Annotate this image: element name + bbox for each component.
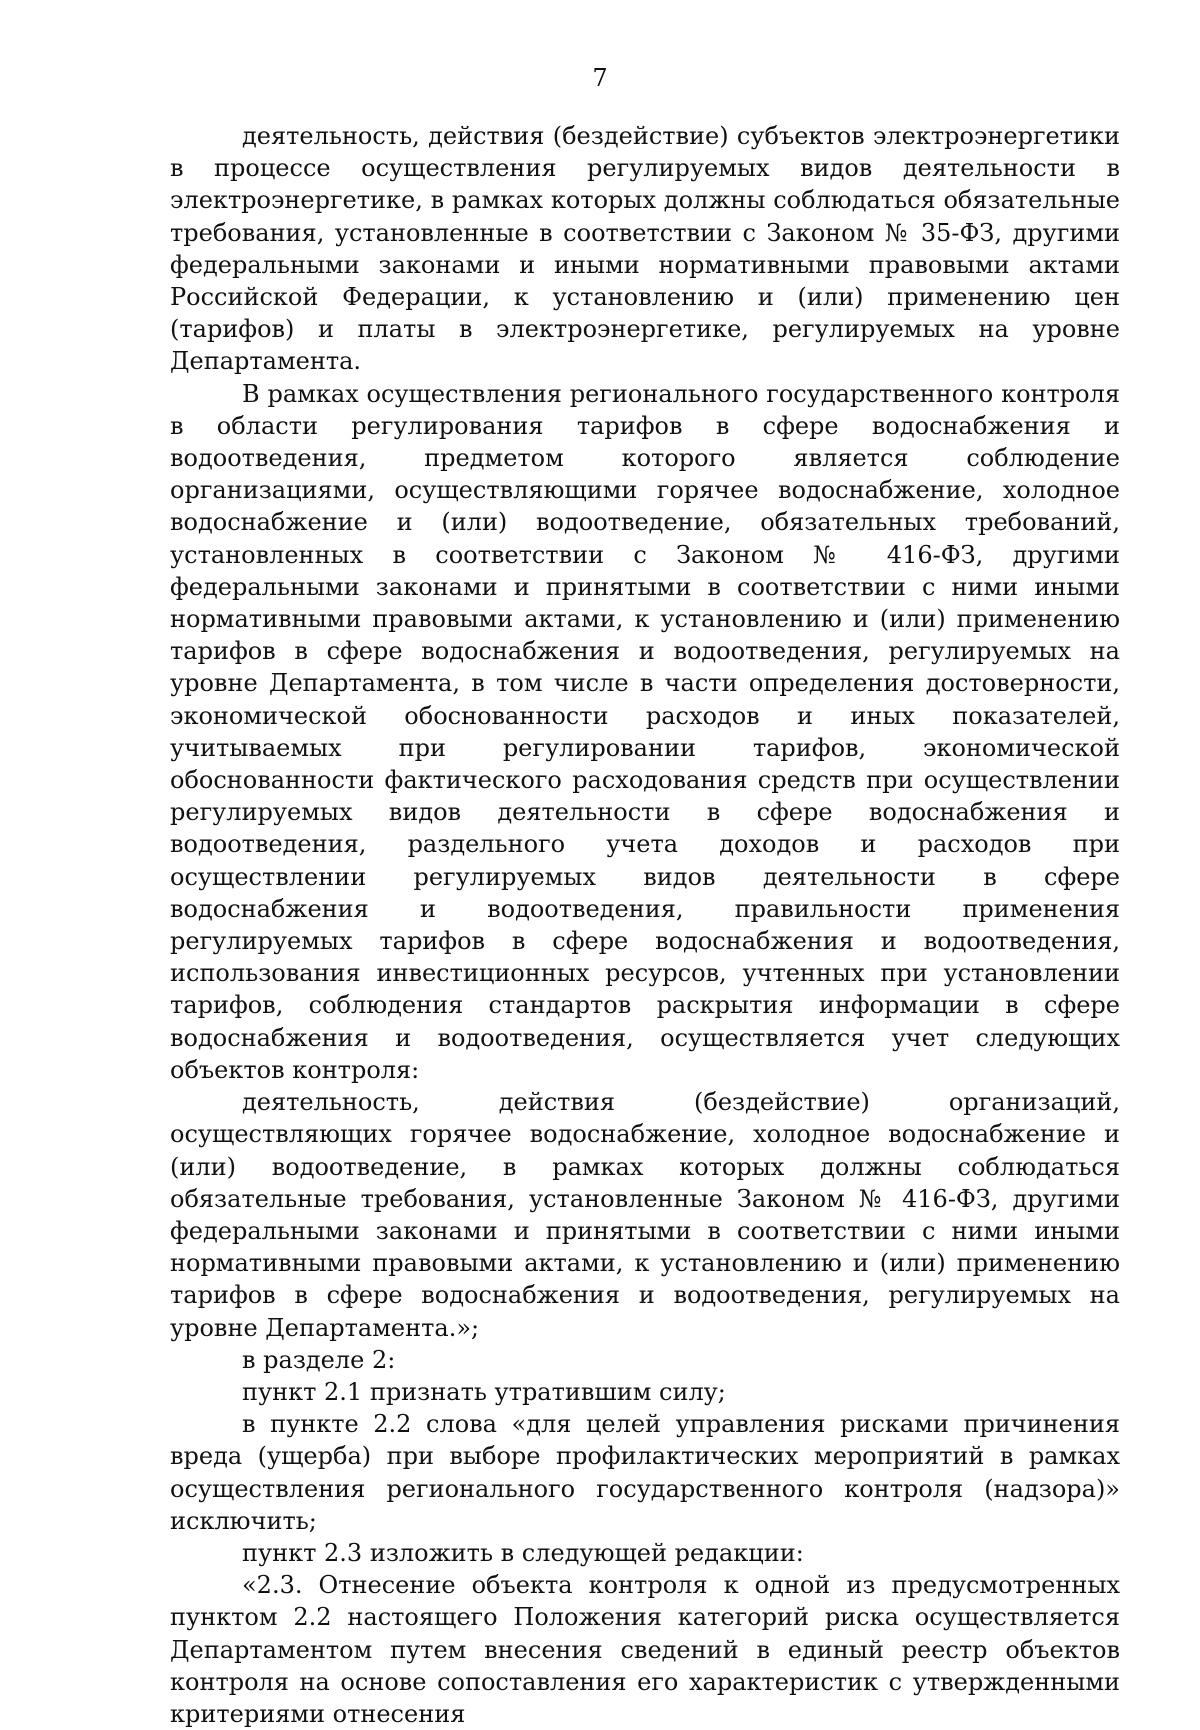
paragraph-item-2-2: в пункте 2.2 слова «для целей управления рисками причинения вреда (ущерба) при выборе профилактических мероприятий в рамках осуществления регионального государственного контроля (надзора)» исключить; bbox=[170, 1410, 1120, 1535]
paragraph-item-2-3-text: «2.3. Отнесение объекта контроля к одной из предусмотренных пунктом 2.2 настоящего Положения категорий риска осуществляется Департаментом путем внесения сведений в единый реестр объектов контроля на основе сопоставления его характеристик с утвержденными критериями отнесения bbox=[170, 1571, 1120, 1728]
document-body bbox=[170, 120, 1120, 1730]
paragraph-section-2: в разделе 2: bbox=[242, 1345, 396, 1374]
paragraph-item-2-3-intro: пункт 2.3 изложить в следующей редакции: bbox=[242, 1538, 804, 1567]
paragraph-water-objects: деятельность, действия (бездействие) организаций, осуществляющих горячее водоснабжение, холодное водоснабжение и (или) водоотведение, в рамках которых должны соблюдаться обязательные требования, установленные Законом № 416-ФЗ, другими федеральными законами и принятыми в соответствии с ними иными нормативными правовыми актами, к установлению и (или) применению тарифов в сфере водоснабжения и водоотведения, регулируемых на уровне Департамента.»; bbox=[170, 1088, 1120, 1342]
page-number: 7 bbox=[592, 64, 608, 92]
paragraph-water-control: В рамках осуществления регионального государственного контроля в области регулирования тарифов в сфере водоснабжения и водоотведения, предметом которого является соблюдение организациями, осуществляющими горячее водоснабжение, холодное водоснабжение и (или) водоотведение, обязательных требований, установленных в соответствии с Законом № 416-ФЗ, другими федеральными законами и принятыми в соответствии с ними иными нормативными правовыми актами, к установлению и (или) применению тарифов в сфере водоснабжения и водоотведения, регулируемых на уровне Департамента, в том числе в части определения достоверности, экономической обоснованности расходов и иных показателей, учитываемых при регулировании тарифов, экономической обоснованности фактического расходования средств при осуществлении регулируемых видов деятельности в сфере водоснабжения и водоотведения, раздельного учета доходов и расходов при осуществлении регулируемых видов деятельности в сфере водоснабжения и водоотведения, правильности применения регулируемых тарифов в сфере водоснабжения и водоотведения, использования инвестиционных ресурсов, учтенных при установлении тарифов, соблюдения стандартов раскрытия информации в сфере водоснабжения и водоотведения, осуществляется учет следующих объектов контроля: bbox=[170, 379, 1120, 1084]
paragraph-item-2-1: пункт 2.1 признать утратившим силу; bbox=[242, 1377, 726, 1406]
paragraph-electricity-objects: деятельность, действия (бездействие) субъектов электроэнергетики в процессе осуществления регулируемых видов деятельности в электроэнергетике, в рамках которых должны соблюдаться обязательные требования, установленные в соответствии с Законом № 35-ФЗ, другими федеральными законами и иными нормативными правовыми актами Российской Федерации, к установлению и (или) применению цен (тарифов) и платы в электроэнергетике, регулируемых на уровне Департамента. bbox=[170, 122, 1120, 376]
